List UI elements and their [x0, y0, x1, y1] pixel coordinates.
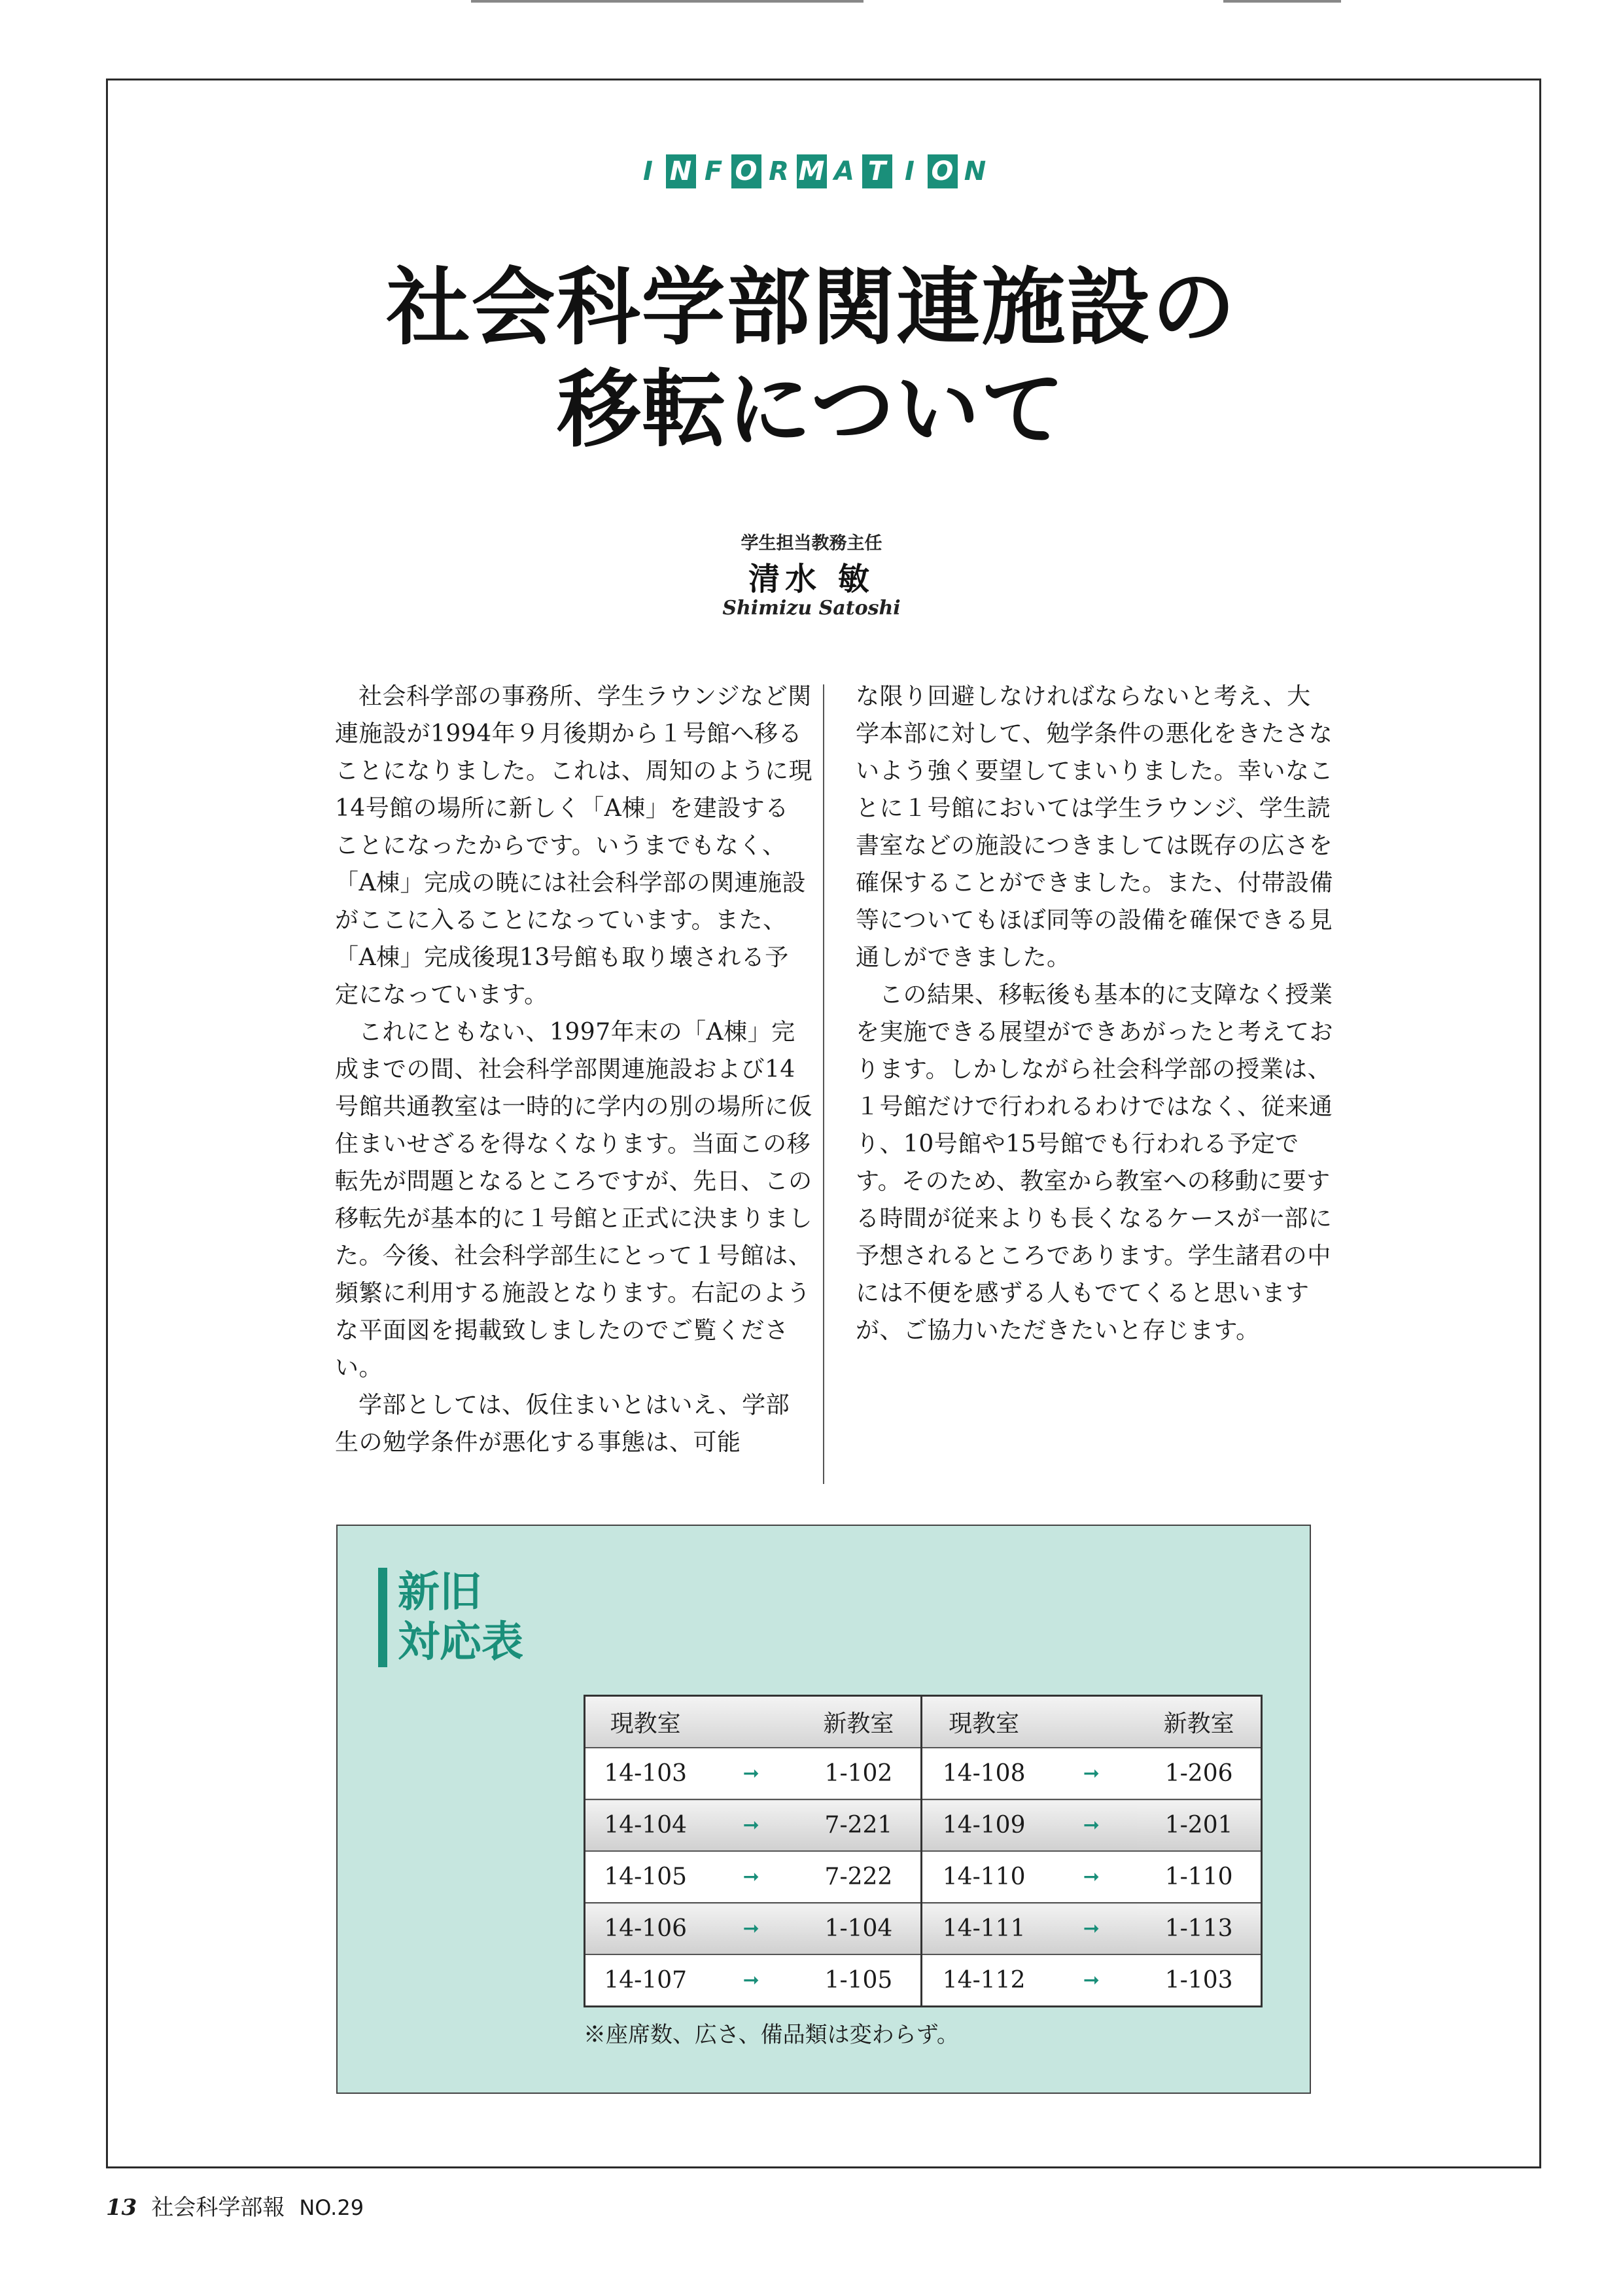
room-correspondence-table: [584, 1695, 1263, 2007]
scan-edge-mark: [1223, 0, 1341, 3]
information-letter: F: [704, 156, 723, 186]
column-header-arrow-spacer: [705, 1696, 797, 1748]
body-column-right: [856, 678, 1333, 1349]
new-room-cell: 1-206: [1164, 1760, 1233, 1787]
new-room-cell: 1-104: [824, 1915, 893, 1942]
table-row: [585, 1851, 1262, 1903]
publication-name: 社会科学部報: [151, 2195, 285, 2221]
scan-edge-mark: [471, 0, 864, 3]
paragraph: この結果、移転後も基本的に支障なく授業を実施できる展望ができあがったと考えております。しかしながら社会科学部の授業は、１号館だけで行われるわけではなく、従来通り、10号館や15号館でも行われる予定です。そのため、教室から教室への移動に要する時間が従来よりも長くなるケースが一部に予想されるところであります。学生諸君の中には不便を感ずる人もでてくると思いますが、ご協力いただきたいと存じます。: [856, 981, 1334, 1344]
table-row: [585, 1799, 1262, 1851]
table-heading-line: 対応表: [398, 1618, 523, 1667]
new-room-cell: 1-110: [1164, 1863, 1233, 1890]
paragraph: これにともない、1997年末の「A棟」完成までの間、社会科学部関連施設および14号館共通教室は一時的に学内の別の場所に仮住まいせざるを得なくなります。当面この移転先が問題となるところですが、先日、この移転先が基本的に１号館と正式に決まりました。今後、社会科学部生にとって１号館は、頻繁に利用する施設となります。右記のような平面図を掲載致しましたのでご覧ください。: [335, 1019, 813, 1381]
column-divider: [823, 684, 824, 1484]
information-letter: T: [862, 154, 892, 188]
new-room-cell: 1-113: [1164, 1915, 1233, 1942]
table-row: [585, 1748, 1262, 1799]
column-header-arrow-spacer: [1045, 1696, 1137, 1748]
current-room-cell: 14-111: [921, 1903, 1045, 1954]
new-room-cell: 1-105: [824, 1967, 893, 1994]
article-title: [0, 256, 1623, 461]
table-heading-line: 新旧: [398, 1568, 481, 1617]
information-letter: N: [964, 156, 986, 186]
information-letter: M: [797, 154, 827, 188]
arrow-icon: ➞: [742, 1969, 759, 1992]
issue-number: NO.29: [299, 2195, 364, 2220]
new-room-cell: 7-222: [824, 1863, 893, 1890]
table-body: [585, 1748, 1262, 2007]
arrow-icon: ➞: [742, 1865, 759, 1888]
arrow-icon: ➞: [1083, 1865, 1100, 1888]
body-column-left: [335, 678, 812, 1461]
author-name: 清水 敏: [748, 561, 875, 597]
new-room-cell: 1-201: [1164, 1812, 1233, 1839]
arrow-icon: ➞: [742, 1814, 759, 1837]
column-header-current: 現教室: [921, 1696, 1045, 1748]
information-letter: O: [731, 154, 761, 188]
current-room-cell: 14-112: [921, 1954, 1045, 2007]
author-role: 学生担当教務主任: [741, 533, 882, 554]
table-header-row: [585, 1696, 1262, 1748]
page-footer: [106, 2189, 364, 2221]
current-room-cell: 14-109: [921, 1799, 1045, 1851]
new-room-cell: 7-221: [824, 1812, 893, 1839]
paragraph: 学部としては、仮住まいとはいえ、学部生の勉学条件が悪化する事態は、可能: [335, 1392, 790, 1456]
new-room-cell: 1-103: [1164, 1967, 1233, 1994]
information-letter: I: [643, 156, 653, 186]
page-number: 13: [106, 2195, 137, 2221]
author-roman-name: Shimizu Satoshi: [722, 597, 901, 620]
arrow-icon: ➞: [1083, 1814, 1100, 1837]
table-heading: [378, 1568, 523, 1667]
arrow-icon: ➞: [1083, 1762, 1100, 1785]
table-row: [585, 1903, 1262, 1954]
table-row: [585, 1954, 1262, 2007]
arrow-icon: ➞: [1083, 1917, 1100, 1940]
title-line: 社会科学部関連施設の: [386, 258, 1237, 357]
arrow-icon: ➞: [1083, 1969, 1100, 1992]
information-letter: N: [666, 154, 696, 188]
current-room-cell: 14-107: [604, 1967, 687, 1994]
current-room-cell: 14-103: [604, 1760, 687, 1787]
current-room-cell: 14-106: [604, 1915, 687, 1942]
information-letter: A: [834, 156, 854, 186]
column-header-new: 新教室: [1163, 1710, 1234, 1737]
new-room-cell: 1-102: [824, 1760, 893, 1787]
current-room-cell: 14-104: [604, 1812, 687, 1839]
column-header-current: 現教室: [610, 1710, 681, 1737]
information-letter: I: [905, 156, 915, 186]
paragraph: な限り回避しなければならないと考え、大学本部に対して、勉学条件の悪化をきたさないよう強く要望してまいりました。幸いなことに１号館においては学生ラウンジ、学生読書室などの施設につきましては既存の広さを確保することができました。また、付帯設備等についてもほぼ同等の設備を確保できる見通しができました。: [856, 683, 1334, 971]
information-label: [0, 154, 1623, 188]
title-line: 移転について: [557, 361, 1066, 459]
paragraph: 社会科学部の事務所、学生ラウンジなど関連施設が1994年９月後期から１号館へ移ることになりました。これは、周知のように現14号館の場所に新しく「A棟」を建設することになったからです。いうまでもなく、「A棟」完成の暁には社会科学部の関連施設がここに入ることになっています。また、「A棟」完成後現13号館も取り壊される予定になっています。: [335, 683, 813, 1008]
information-letter: R: [769, 156, 789, 186]
table-note: ※座席数、広さ、備品類は変わらず。: [584, 2022, 959, 2048]
current-room-cell: 14-110: [921, 1851, 1045, 1903]
arrow-icon: ➞: [742, 1917, 759, 1940]
arrow-icon: ➞: [742, 1762, 759, 1785]
current-room-cell: 14-108: [921, 1748, 1045, 1799]
column-header-new: 新教室: [823, 1710, 894, 1737]
information-letter: O: [928, 154, 958, 188]
current-room-cell: 14-105: [604, 1863, 687, 1890]
